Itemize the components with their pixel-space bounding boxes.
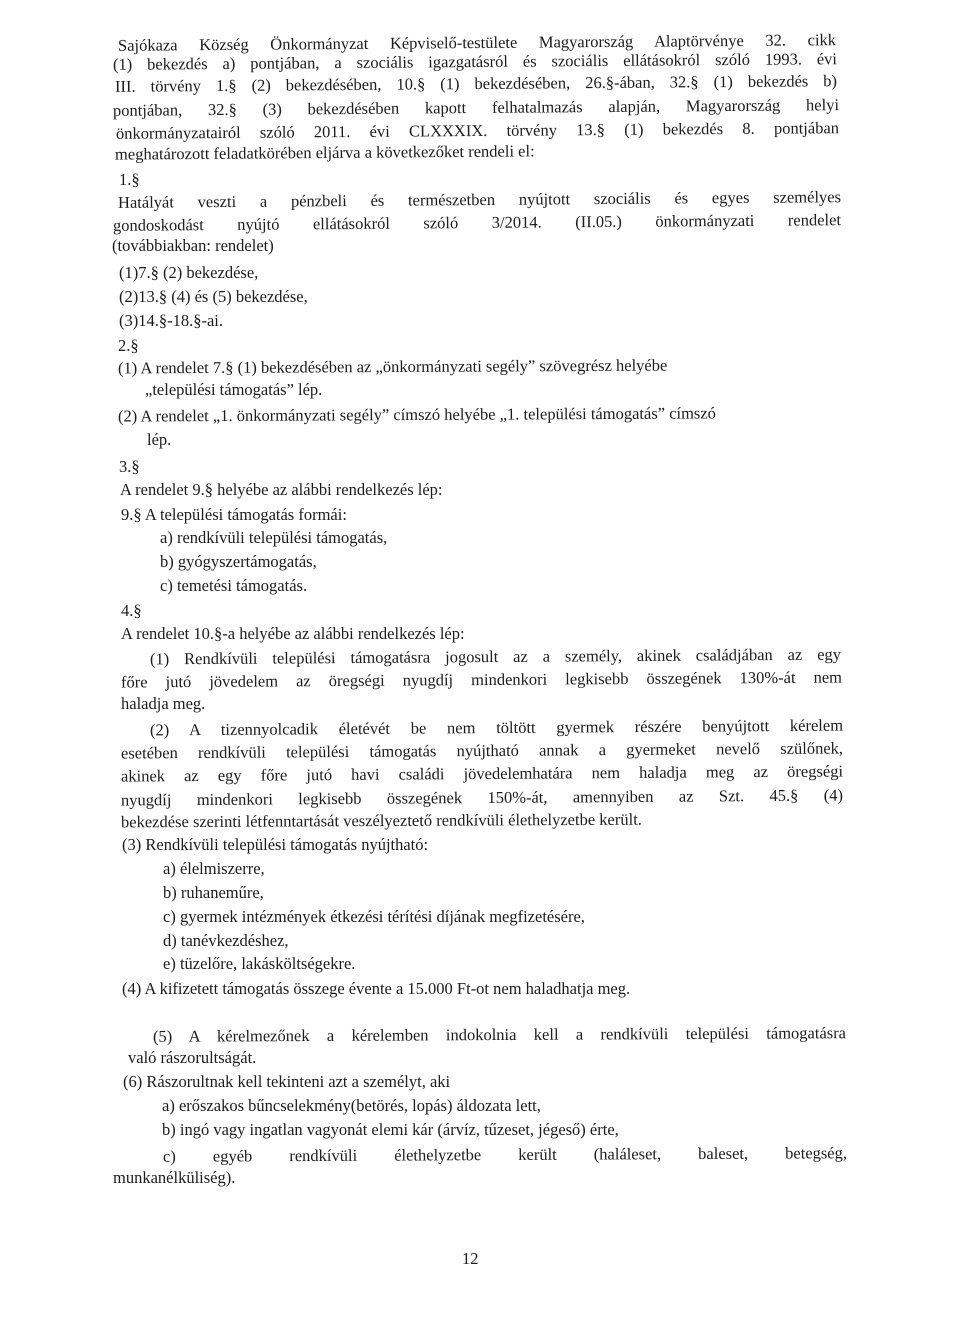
section-heading: 4.§ <box>121 601 142 620</box>
section-4-para-6-item: c) egyéb rendkívüli élethelyzetbe került (haláleset, baleset, betegség, <box>162 1143 848 1166</box>
section-1-text: (továbbiakban: rendelet) <box>112 236 274 255</box>
section-1-text: Hatályát veszti a pénzbeli és természetben nyújtott szociális és egyes személyes <box>117 187 842 212</box>
section-4-para-6-item: b) ingó vagy ingatlan vagyonát elemi kár (árvíz, tűzeset, jégeső) érte, <box>162 1120 619 1139</box>
section-4-para-1: főre jutó jövedelem az öregségi nyugdíj mindenkori legkisebb összegének 130%-át nem <box>120 667 843 692</box>
section-heading: 2.§ <box>118 336 139 355</box>
section-heading: 3.§ <box>119 457 140 476</box>
section-2-text: (1) A rendelet 7.§ (1) bekezdésében az „önkormányzati segély” szövegrész helyébe <box>117 355 668 378</box>
preamble-line: meghatározott feladatkörében eljárva a következőket rendeli el: <box>114 141 535 164</box>
section-4-para-2: esetében rendkívüli települési támogatás nyújtható annak a gyermeket nevelő szülőnek, <box>120 738 844 763</box>
section-4-lead: A rendelet 10.§-a helyébe az alábbi rendelkezés lép: <box>121 624 465 643</box>
section-3-sub: 9.§ A települési támogatás formái: <box>121 505 347 524</box>
section-4-para-6-item: munkanélküliség). <box>113 1168 236 1187</box>
section-heading: 1.§ <box>119 170 140 189</box>
section-3-item: b) gyógyszertámogatás, <box>160 552 317 571</box>
section-4-para-2: nyugdíj mindenkori legkisebb összegének 150%-át, amennyiben az Szt. 45.§ (4) <box>120 785 844 810</box>
section-4-para-2: (2) A tizennyolcadik életévét be nem töltött gyermek részére benyújtott kérelem <box>149 715 844 740</box>
section-4-para-3-item: d) tanévkezdéshez, <box>163 931 289 950</box>
section-4-para-3-item: c) gyermek intézmények étkezési térítési díjának megfizetésére, <box>163 907 585 926</box>
section-4-para-2: bekezdése szerinti létfenntartását veszélyeztető rendkívüli élethelyzetbe került. <box>120 809 642 832</box>
section-1-item: (2)13.§ (4) és (5) bekezdése, <box>119 287 308 306</box>
section-4-para-3: (3) Rendkívüli települési támogatás nyújtható: <box>122 835 429 854</box>
section-1-text: gondoskodást nyújtó ellátásokról szóló 3/2014. (II.05.) önkormányzati rendelet <box>112 210 842 235</box>
section-4-para-6: (6) Rászorultnak kell tekinteni azt a személyt, aki <box>123 1072 451 1091</box>
section-4-para-1: haladja meg. <box>121 694 206 713</box>
section-4-para-5: való rászorultságát. <box>128 1048 257 1067</box>
section-1-item: (3)14.§-18.§-ai. <box>119 311 224 330</box>
section-3-item: a) rendkívüli települési támogatás, <box>160 528 388 547</box>
section-2-text: (2) A rendelet „1. önkormányzati segély” címszó helyébe „1. települési támogatás” címszó <box>117 403 716 426</box>
section-3-lead: A rendelet 9.§ helyébe az alábbi rendelkezés lép: <box>120 480 443 499</box>
section-4-para-3-item: b) ruhaneműre, <box>163 883 264 902</box>
preamble-line: III. törvény 1.§ (2) bekezdésében, 10.§ (1) bekezdésében, 26.§-ában, 32.§ (1) bekezdés b) <box>114 71 838 96</box>
section-4-para-3-item: a) élelmiszerre, <box>163 859 265 878</box>
section-1-item: (1)7.§ (2) bekezdése, <box>119 263 259 282</box>
section-4-para-3-item: e) tüzelőre, lakásköltségekre. <box>163 954 356 973</box>
section-4-para-2: akinek az egy főre jutó havi családi jövedelemhatára nem haladja meg az öregségi <box>120 761 844 786</box>
section-4-para-6-item: a) erőszakos bűncselekmény(betörés, lopás) áldozata lett, <box>162 1096 541 1115</box>
section-2-text: „települési támogatás” lép. <box>145 380 323 399</box>
section-2-text: lép. <box>147 430 172 449</box>
section-4-para-4: (4) A kifizetett támogatás összege évente a 15.000 Ft-ot nem haladhatja meg. <box>122 979 631 998</box>
preamble-line: (1) bekezdés a) pontjában, a szociális igazgatásról és szociális ellátásokról szóló 1993. évi <box>112 49 838 74</box>
preamble-line: pontjában, 32.§ (3) bekezdésében kapott felhatalmazás alapján, Magyarország helyi <box>112 95 840 120</box>
section-4-para-1: (1) Rendkívüli települési támogatásra jogosult az a személy, akinek családjában az egy <box>149 644 842 669</box>
section-4-para-5: (5) A kérelmezőnek a kérelemben indokolnia kell a rendkívüli települési támogatásra <box>152 1023 847 1046</box>
section-3-item: c) temetési támogatás. <box>160 576 308 595</box>
preamble-line: Sajókaza Község Önkormányzat Képviselő-testülete Magyarország Alaptörvénye 32. cikk <box>117 30 837 55</box>
preamble-line: önkormányzatairól szóló 2011. évi CLXXXIX. törvény 13.§ (1) bekezdés 8. pontjában <box>115 118 840 143</box>
page-number: 12 <box>462 1249 479 1268</box>
